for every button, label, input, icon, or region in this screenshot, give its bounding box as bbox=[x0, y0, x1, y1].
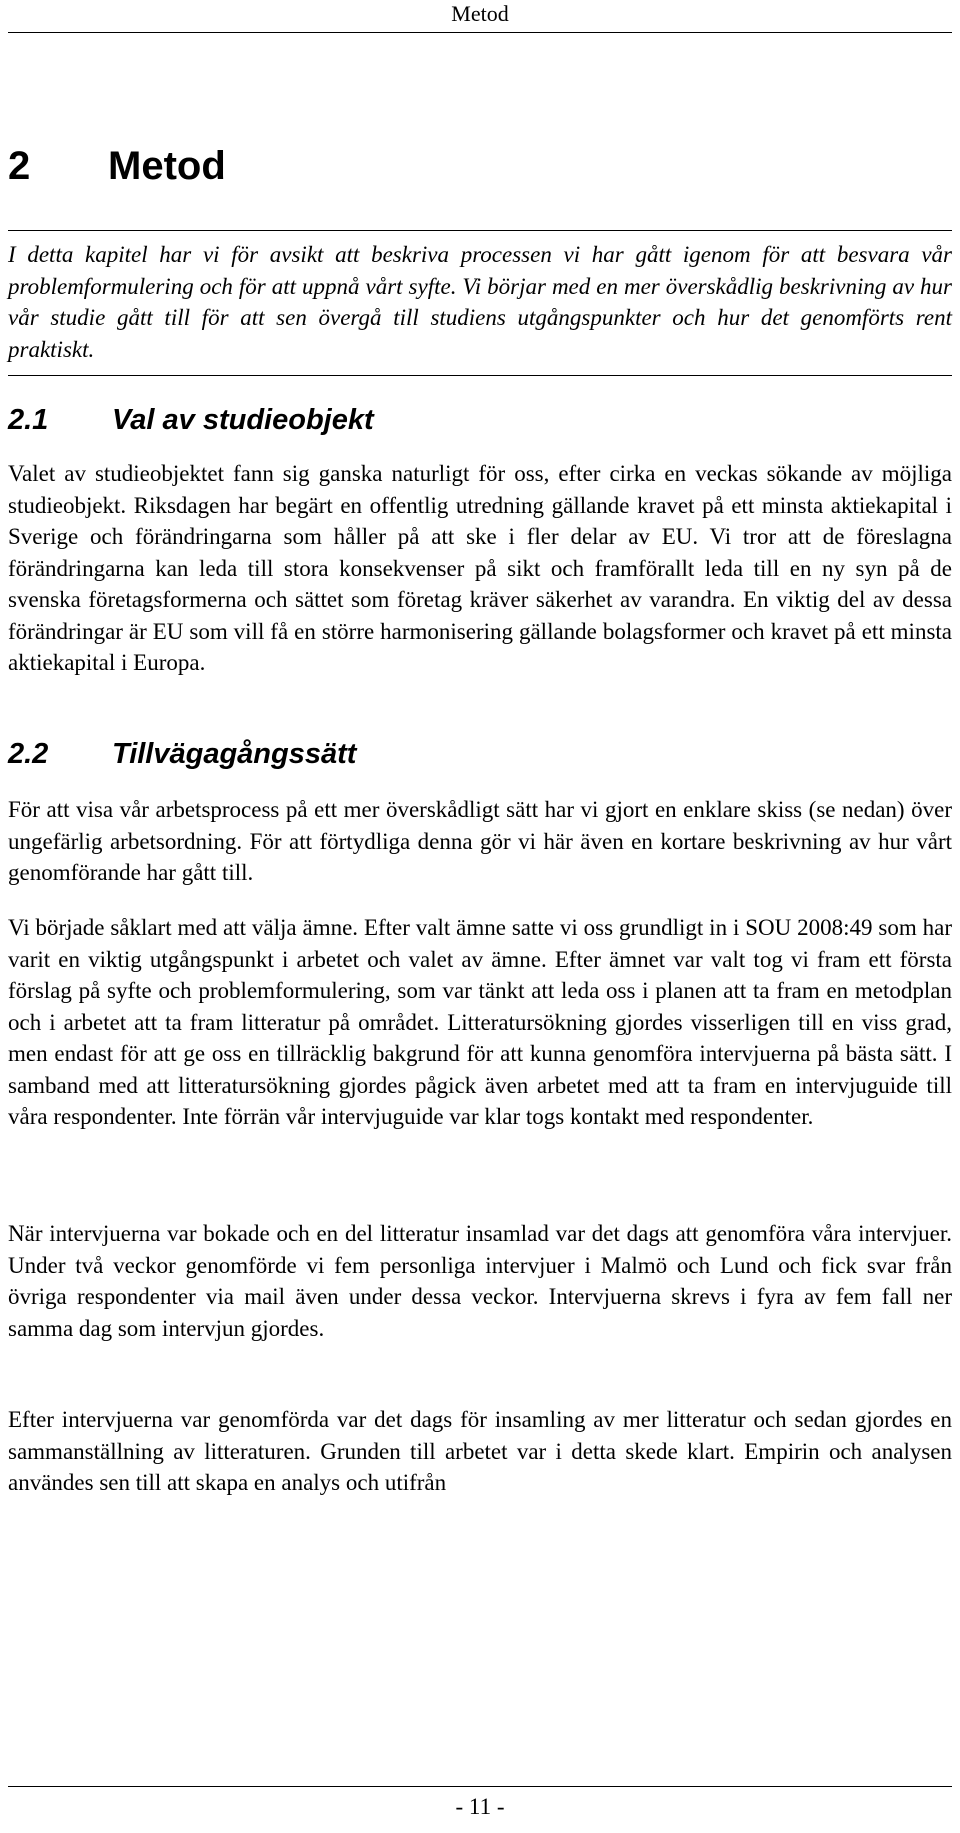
paragraph: Vi började såklart med att välja ämne. Efter valt ämne satte vi oss grundligt in i SOU 2008:49 som har varit en viktig utgångspunkt i arbetet och valet av ämne. Efter ämnet var valt tog vi fram ett första förslag på syfte och problemformulering, som var tänkt att leda oss i planen att ta fram en metodplan och i arbetet att ta fram litteratur på området. Litteratursökning gjordes visserligen till en viss grad, men endast för att ge oss en tillräcklig bakgrund för att kunna genomföra intervjuerna på bästa sätt. I samband med att litteratursökning gjordes pågick även arbetet med att ta fram en intervjuguide till våra respondenter. Inte förrän vår intervjuguide var klar togs kontakt med respondenter. bbox=[8, 915, 952, 1129]
chapter-heading bbox=[8, 142, 226, 190]
header-divider bbox=[8, 32, 952, 33]
section-number: 2.2 bbox=[8, 738, 49, 770]
section-title: Val av studieobjekt bbox=[112, 404, 374, 436]
paragraph: Efter intervjuerna var genomförda var det dags för insamling av mer litteratur och sedan gjordes en sammanställning av litteraturen. Grunden till arbetet var i detta skede klart. Empirin och analysen användes sen till att skapa en analys och utifrån bbox=[8, 1407, 952, 1495]
chapter-number: 2 bbox=[8, 144, 31, 188]
paragraph: Valet av studieobjektet fann sig ganska naturligt för oss, efter cirka en veckas sökande av möjliga studieobjekt. Riksdagen har begärt en offentlig utredning gällande kravet på ett minsta aktiekapital i Sverige och förändringarna som håller på att ske i fler delar av EU. Vi tror att de föreslagna förändringarna kan leda till stora konsekvenser på sikt och framförallt leda till en ny syn på de svenska företagsformerna och sättet som företag kräver säkerhet av varandra. En viktig del av dessa förändringar är EU som vill få en större harmonisering gällande bolagsformer och kravet på ett minsta aktiekapital i Europa. bbox=[8, 461, 952, 675]
paragraph: För att visa vår arbetsprocess på ett mer överskådligt sätt har vi gjort en enklare skiss (se nedan) över ungefärlig arbetsordning. För att förtydliga denna gör vi här även en kortare beskrivning av hur vårt genomförande har gått till. bbox=[8, 797, 952, 885]
paragraph: När intervjuerna var bokade och en del litteratur insamlad var det dags att genomföra våra intervjuer. Under två veckor genomförde vi fem personliga intervjuer i Malmö och Lund och fick svar från övriga respondenter via mail även under dessa veckor. Intervjuerna skrevs i fyra av fem fall ner samma dag som intervjun gjordes. bbox=[8, 1221, 952, 1341]
running-header: Metod bbox=[451, 1, 509, 26]
chapter-title: Metod bbox=[108, 144, 226, 188]
chapter-intro-box bbox=[8, 230, 952, 376]
footer-divider bbox=[8, 1786, 952, 1787]
section-heading-2-1 bbox=[8, 402, 374, 438]
chapter-intro-text: I detta kapitel har vi för avsikt att beskriva processen vi har gått igenom för att besvara vår problemformulering och för att uppnå vårt syfte. Vi börjar med en mer överskådlig beskrivning av hur vår studie gått till för att sen övergå till studiens utgångspunkter och hur det genomförts rent praktiskt. bbox=[8, 242, 952, 362]
page-number: - 11 - bbox=[455, 1794, 505, 1819]
section-title: Tillvägagångssätt bbox=[112, 738, 357, 770]
section-number: 2.1 bbox=[8, 404, 49, 436]
section-heading-2-2 bbox=[8, 736, 356, 772]
